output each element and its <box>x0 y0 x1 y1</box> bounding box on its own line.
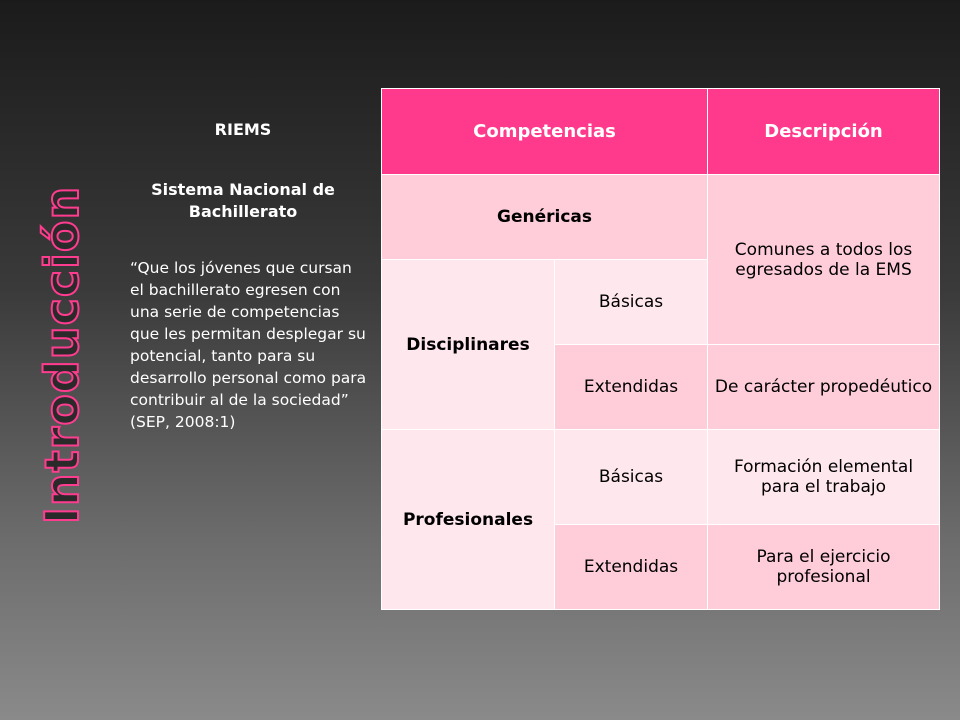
cell-genericas: Genéricas <box>382 175 708 260</box>
cell-disc-basicas: Básicas <box>555 260 708 345</box>
left-text-panel <box>118 120 368 433</box>
table-row <box>382 430 940 525</box>
cell-profesionales: Profesionales <box>382 430 555 610</box>
riems-heading: RIEMS <box>214 120 272 139</box>
header-row <box>382 89 940 175</box>
header-descripcion: Descripción <box>708 89 940 175</box>
cell-prof-extendidas-desc: Para el ejercicio profesional <box>708 525 940 610</box>
competencias-table <box>381 88 940 610</box>
cell-prof-basicas: Básicas <box>555 430 708 525</box>
cell-disciplinares: Disciplinares <box>382 260 555 430</box>
cell-disc-extendidas-desc: De carácter propedéutico <box>708 345 940 430</box>
system-heading: Sistema Nacional de Bachillerato <box>151 180 335 221</box>
cell-genericas-desc: Comunes a todos los egresados de la EMS <box>708 175 940 345</box>
cell-prof-extendidas: Extendidas <box>555 525 708 610</box>
slide-title: Introducción <box>35 185 89 525</box>
header-competencias: Competencias <box>382 89 708 175</box>
cell-disc-extendidas: Extendidas <box>555 345 708 430</box>
table-row <box>382 175 940 260</box>
cell-prof-basicas-desc: Formación elemental para el trabajo <box>708 430 940 525</box>
sep-quote: “Que los jóvenes que cursan el bachillerato egresen con una serie de competencias que les permitan desplegar su potencial, tanto para su desarrollo personal como para contribuir al de la sociedad” (SEP, 2008:1) <box>130 259 367 431</box>
